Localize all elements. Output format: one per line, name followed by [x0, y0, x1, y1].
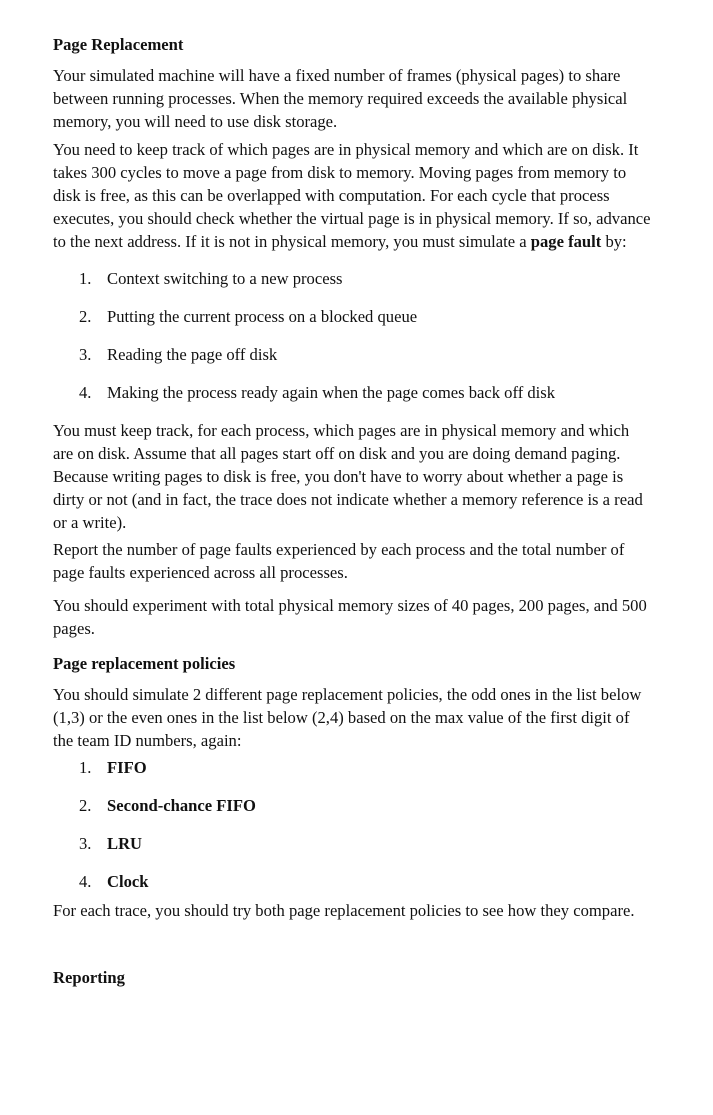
paragraph-report-faults: Report the number of page faults experienced by each process and the total number of page faults experienced across all processes. — [53, 540, 625, 582]
list-item-number: 4. — [79, 872, 92, 891]
section-heading-page-replacement: Page Replacement — [53, 35, 184, 54]
paragraph-compare-policies: For each trace, you should try both page replacement policies to see how they compare. — [53, 901, 635, 920]
list-item-number: 4. — [79, 383, 92, 402]
list-item-text: Making the process ready again when the page comes back off disk — [107, 383, 556, 402]
policy-lru: LRU — [107, 834, 143, 853]
paragraph-policy-selection: You should simulate 2 different page replacement policies, the odd ones in the list below (1,3) or the even ones in the list below (2,4) based on the max value of the first digit of the team ID numbers, again: — [53, 685, 642, 750]
paragraph-frames: Your simulated machine will have a fixed number of frames (physical pages) to share between running processes. When the memory required exceeds the available physical memory, you will need to use disk storage. — [53, 66, 628, 131]
list-item-number: 2. — [79, 796, 92, 815]
paragraph-page-fault-text: You need to keep track of which pages are in physical memory and which are on disk. It takes 300 cycles to move a page from disk to memory. Moving pages from memory to disk is free, as this can be overlapped with computation. For each cycle that process executes, you should check whether the virtual page is in physical memory. If so, advance to the next address. If it is not in physical memory, you must simulate a — [53, 140, 651, 251]
list-item-text: Context switching to a new process — [107, 269, 343, 288]
paragraph-demand-paging: You must keep track, for each process, which pages are in physical memory and which are on disk. Assume that all pages start off on disk and you are doing demand paging. Because writing pages to disk is free, you don't have to worry about whether a page is dirty or not (and in fact, the trace does not indicate whether a memory reference is a read or a write). — [53, 421, 643, 532]
list-item — [79, 870, 653, 893]
document-page — [53, 33, 653, 989]
list-item — [79, 343, 653, 366]
list-item — [79, 381, 653, 404]
list-item-text: Reading the page off disk — [107, 345, 278, 364]
page-fault-steps-list — [79, 267, 653, 404]
policy-second-chance-fifo: Second-chance FIFO — [107, 796, 256, 815]
list-item-number: 2. — [79, 307, 92, 326]
paragraph-memory-sizes: You should experiment with total physical memory sizes of 40 pages, 200 pages, and 500 pages. — [53, 596, 647, 638]
list-item-number: 3. — [79, 345, 92, 364]
list-item — [79, 832, 653, 855]
list-item-number: 1. — [79, 758, 92, 777]
paragraph-page-fault — [53, 138, 653, 253]
list-item — [79, 267, 653, 290]
policy-clock: Clock — [107, 872, 149, 891]
list-item — [79, 305, 653, 328]
list-item-number: 3. — [79, 834, 92, 853]
list-item — [79, 756, 653, 779]
policy-fifo: FIFO — [107, 758, 147, 777]
list-item-number: 1. — [79, 269, 92, 288]
paragraph-page-fault-end: by: — [601, 232, 627, 251]
page-fault-term: page fault — [530, 232, 602, 251]
policies-list — [79, 756, 653, 893]
section-heading-policies: Page replacement policies — [53, 654, 236, 673]
list-item — [79, 794, 653, 817]
section-heading-reporting: Reporting — [53, 968, 125, 987]
list-item-text: Putting the current process on a blocked queue — [107, 307, 418, 326]
